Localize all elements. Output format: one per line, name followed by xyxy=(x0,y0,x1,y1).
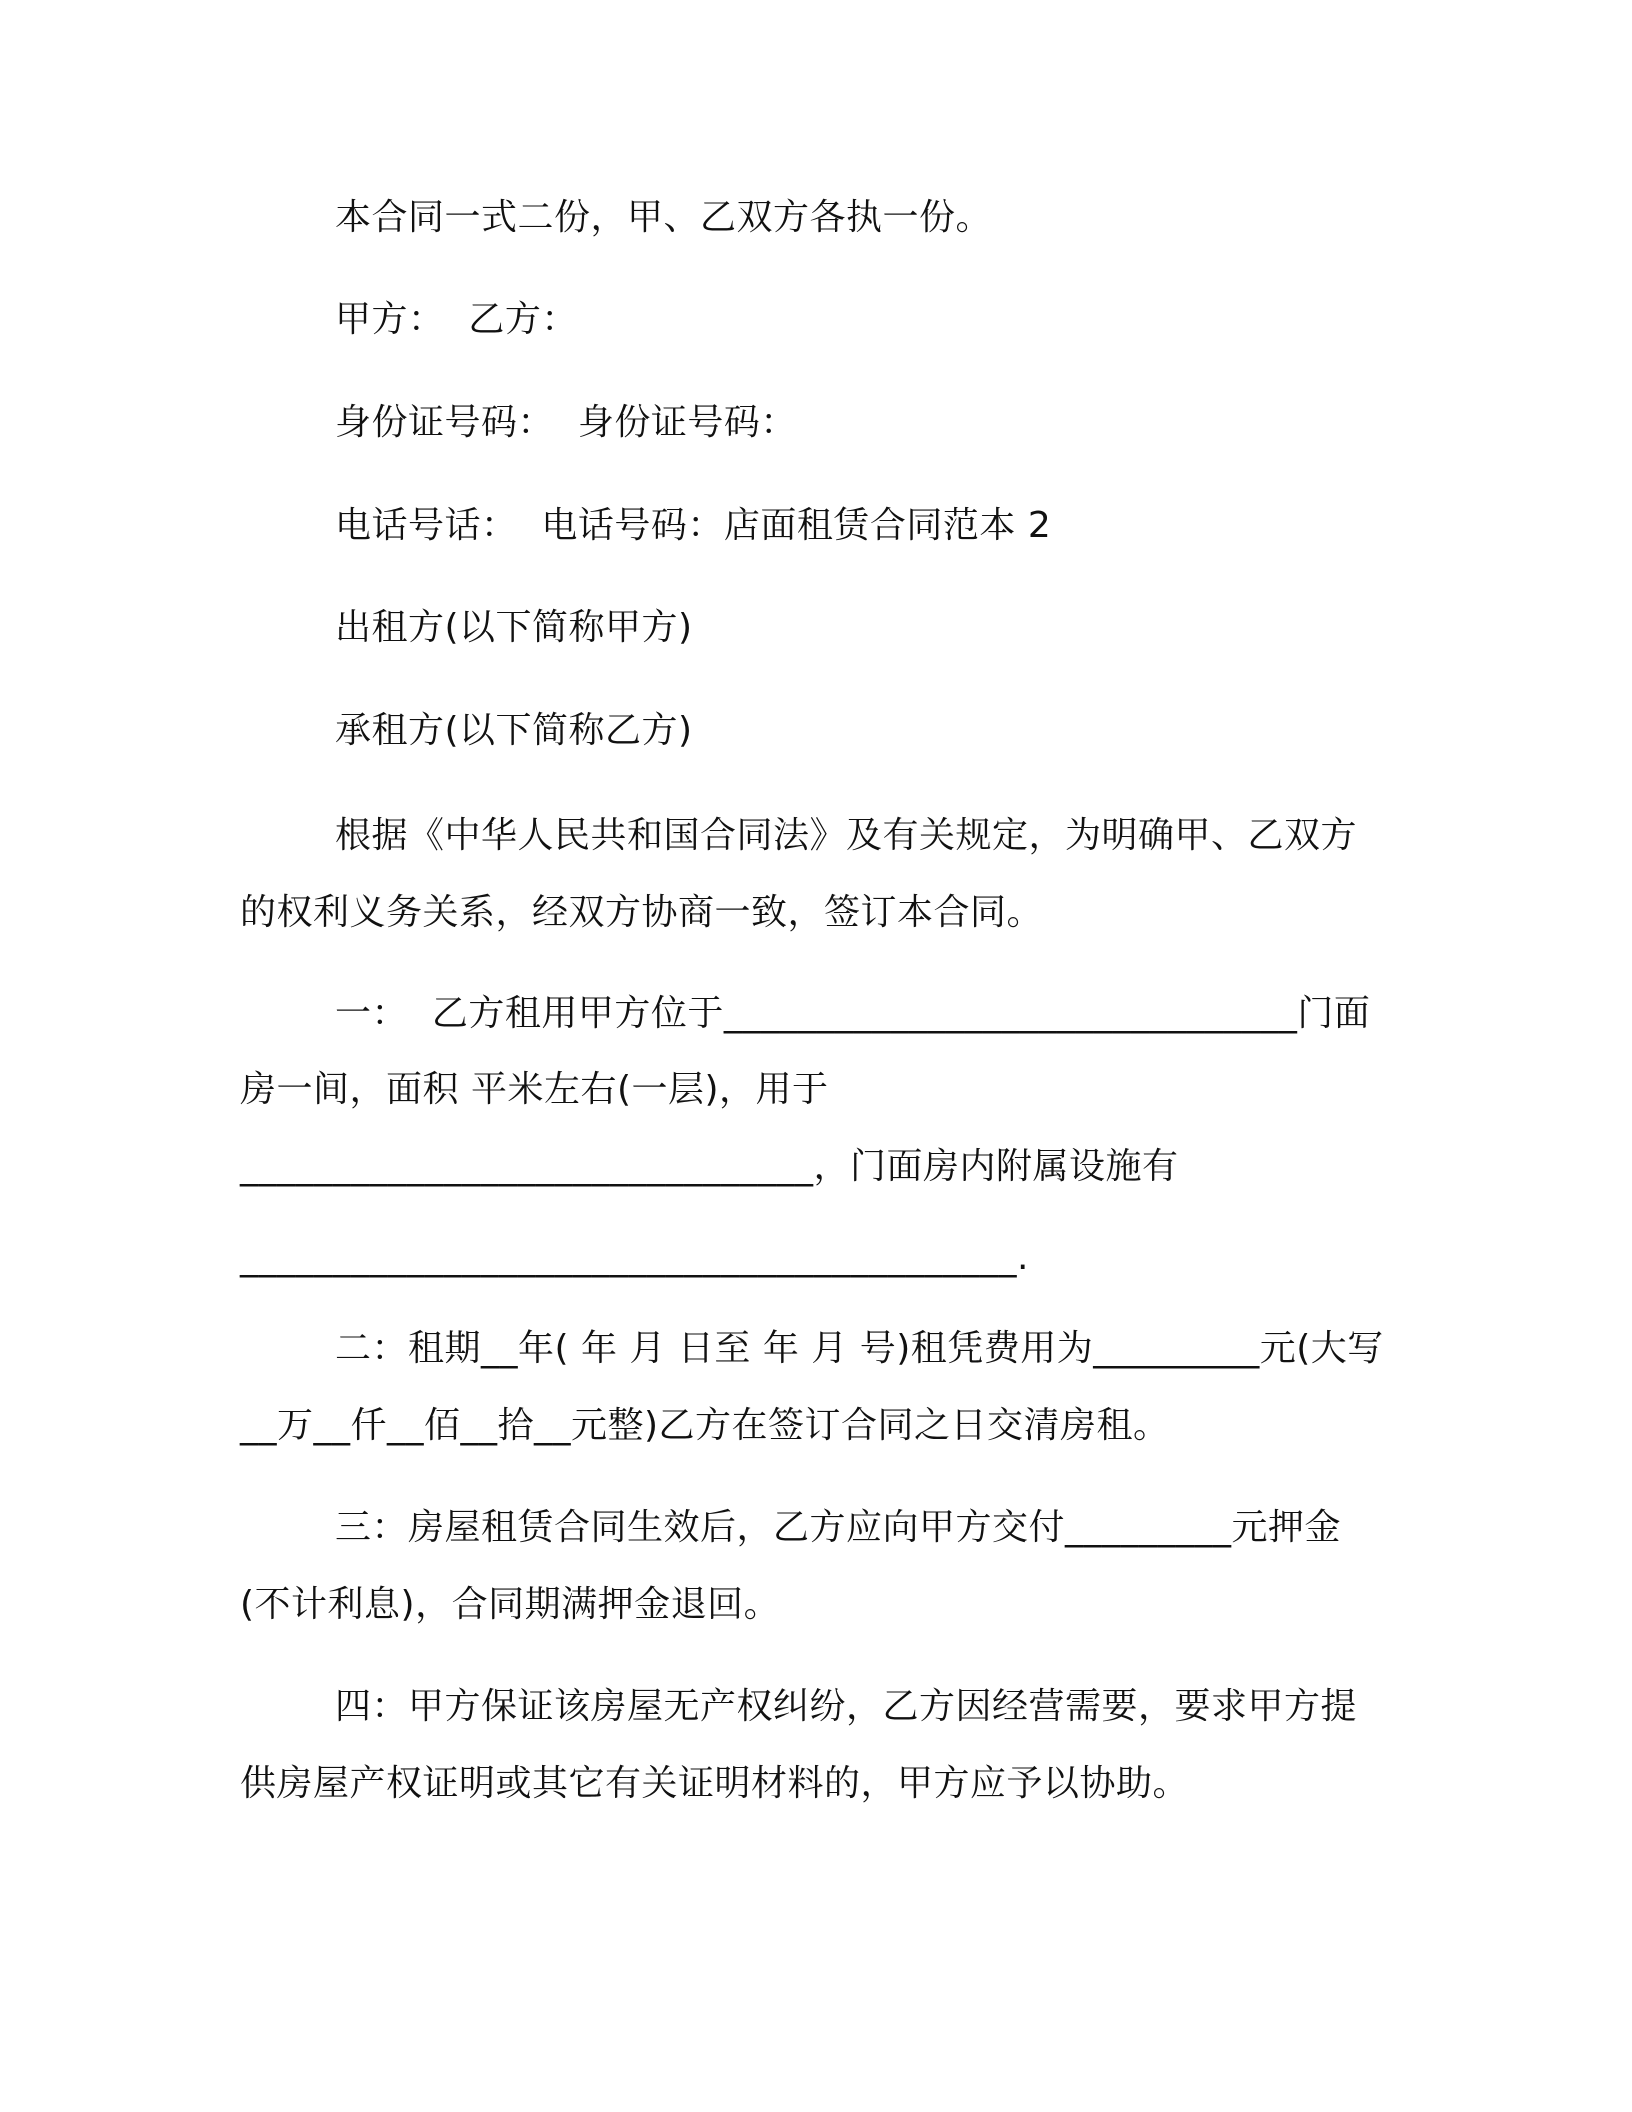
text-line-clause1-3: _______________________________，门面房内附属设施有 xyxy=(240,1146,1179,1187)
text-line-phones-title: 电话号话： 电话号码：店面租赁合同范本 2 xyxy=(335,505,1052,546)
text-line-clause4-1: 四：甲方保证该房屋无产权纠纷，乙方因经营需要，要求甲方提 xyxy=(335,1686,1358,1727)
text-line-clause1-1: 一： 乙方租用甲方位于_______________________________门面 xyxy=(335,993,1371,1034)
text-line-lessee: 承租方(以下简称乙方) xyxy=(335,710,693,751)
text-line-basis-2: 的权利义务关系，经双方协商一致，签订本合同。 xyxy=(240,892,1044,933)
text-line-clause4-2: 供房屋产权证明或其它有关证明材料的，甲方应予以协助。 xyxy=(240,1763,1190,1804)
text-line-copies: 本合同一式二份，甲、乙双方各执一份。 xyxy=(335,197,993,238)
text-line-clause2-1: 二：租期__年( 年 月 日至 年 月 号)租凭费用为_________元(大写 xyxy=(335,1328,1384,1369)
text-line-lessor: 出租方(以下简称甲方) xyxy=(335,607,693,648)
text-line-clause1-2: 房一间，面积 平米左右(一层)，用于 xyxy=(240,1069,829,1110)
text-line-clause3-2: (不计利息)，合同期满押金退回。 xyxy=(240,1584,781,1625)
text-line-basis-1: 根据《中华人民共和国合同法》及有关规定，为明确甲、乙双方 xyxy=(335,815,1358,856)
text-line-parties: 甲方： 乙方： xyxy=(335,299,578,340)
text-line-id-numbers: 身份证号码： 身份证号码： xyxy=(335,402,797,443)
text-line-clause3-1: 三：房屋租赁合同生效后，乙方应向甲方交付_________元押金 xyxy=(335,1507,1342,1548)
text-line-clause1-4: __________________________________________. xyxy=(240,1237,1029,1278)
text-line-clause2-2: __万__仟__佰__拾__元整)乙方在签订合同之日交清房租。 xyxy=(240,1405,1170,1446)
